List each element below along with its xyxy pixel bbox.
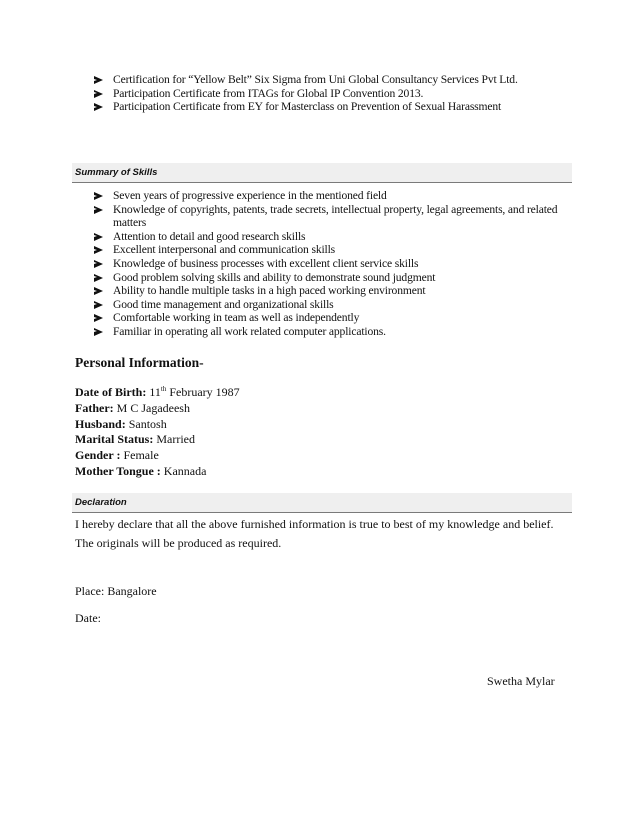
date-line: Date:: [75, 611, 101, 625]
declaration-line: The originals will be produced as required.: [75, 536, 282, 550]
dob-suffix: th: [160, 385, 167, 393]
dob-rest: February 1987: [169, 385, 240, 399]
dob-day: 11: [149, 385, 161, 399]
husband-row: [75, 417, 240, 433]
gender-row: [75, 448, 240, 464]
marital-value: Married: [156, 432, 195, 447]
dob-label: Date of Birth:: [75, 385, 147, 399]
father-row: [75, 401, 240, 417]
arrow-bullet-icon: [94, 206, 103, 214]
list-item: Attention to detail and good research skills: [94, 230, 574, 244]
list-item: Ability to handle multiple tasks in a high paced working environment: [94, 284, 574, 298]
mother-tongue-value: Kannada: [163, 463, 207, 478]
gender-value: Female: [123, 448, 159, 463]
list-item: Comfortable working in team as well as independently: [94, 311, 574, 325]
list-item: Good time management and organizational skills: [94, 298, 574, 312]
arrow-bullet-icon: [94, 260, 103, 268]
declaration-line: I hereby declare that all the above furnished information is true to best of my knowledge and belief.: [75, 517, 554, 531]
arrow-bullet-icon: [94, 314, 103, 322]
list-item: Knowledge of business processes with excellent client service skills: [94, 257, 574, 271]
list-item: Participation Certificate from EY for Masterclass on Prevention of Sexual Harassment: [94, 100, 574, 114]
arrow-bullet-icon: [94, 274, 103, 282]
skills-list: [94, 189, 574, 339]
section-header-skills: [72, 163, 572, 183]
list-item: Participation Certificate from ITAGs for Global IP Convention 2013.: [94, 87, 574, 101]
declaration-text: [75, 515, 575, 553]
arrow-bullet-icon: [94, 287, 103, 295]
father-label: Father:: [75, 400, 114, 415]
marital-row: [75, 432, 240, 448]
arrow-bullet-icon: [94, 301, 103, 309]
certification-list: [94, 73, 574, 114]
section-title: Summary of Skills: [75, 167, 158, 178]
dob-row: [75, 385, 240, 401]
list-item: Good problem solving skills and ability to demonstrate sound judgment: [94, 271, 574, 285]
husband-value: Santosh: [128, 416, 167, 431]
list-item: Excellent interpersonal and communication skills: [94, 243, 574, 257]
arrow-bullet-icon: [94, 233, 103, 241]
section-title: Declaration: [75, 497, 127, 508]
gender-label: Gender :: [75, 448, 121, 463]
arrow-bullet-icon: [94, 103, 103, 111]
father-value: M C Jagadeesh: [116, 400, 190, 415]
place-line: Place: Bangalore: [75, 584, 157, 598]
section-header-declaration: [72, 493, 572, 513]
list-item: Familiar in operating all work related computer applications.: [94, 325, 574, 339]
husband-label: Husband:: [75, 416, 126, 431]
marital-label: Marital Status:: [75, 432, 154, 447]
list-item: Seven years of progressive experience in the mentioned field: [94, 189, 574, 203]
personal-info-heading: Personal Information-: [75, 355, 204, 370]
signature-name: Swetha Mylar: [487, 674, 555, 688]
arrow-bullet-icon: [94, 328, 103, 336]
list-item: Certification for “Yellow Belt” Six Sigma from Uni Global Consultancy Services Pvt Ltd.: [94, 73, 574, 87]
arrow-bullet-icon: [94, 192, 103, 200]
personal-info-block: [75, 385, 240, 480]
arrow-bullet-icon: [94, 76, 103, 84]
arrow-bullet-icon: [94, 246, 103, 254]
mother-tongue-label: Mother Tongue :: [75, 463, 161, 478]
list-item: Knowledge of copyrights, patents, trade secrets, intellectual property, legal agreements, and related matters: [94, 203, 574, 230]
arrow-bullet-icon: [94, 90, 103, 98]
mother-tongue-row: [75, 464, 240, 480]
